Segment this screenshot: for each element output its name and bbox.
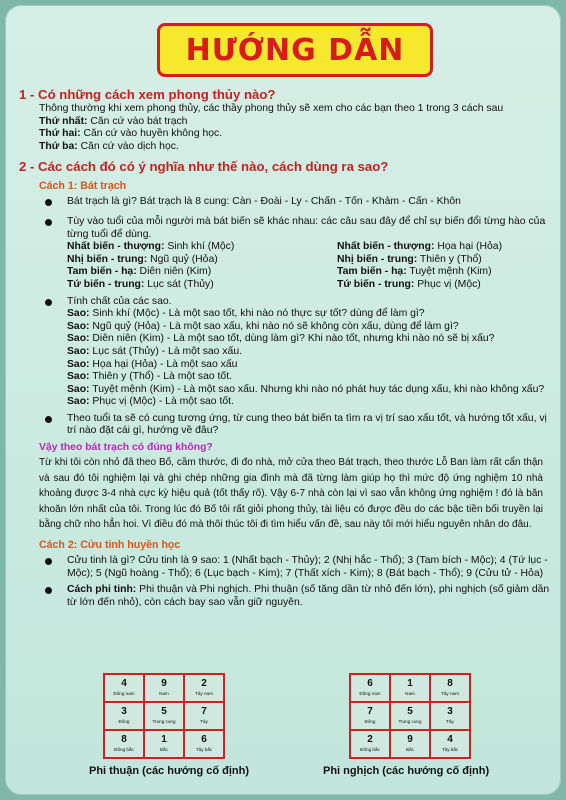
sao-list [67, 308, 553, 409]
section-1-intro: Thông thường khi xem phong thủy, các thầy phong thủy sẽ xem cho các bạn theo 1 trong 3 cách sau [39, 103, 504, 114]
bullet-icon [45, 219, 52, 226]
bullet-bat-trach: Bát trạch là gì? Bát trạch là 8 cung: Càn - Đoài - Ly - Chấn - Tốn - Khảm - Cấn - Khôn [17, 196, 553, 209]
bullet-icon [45, 299, 52, 306]
grid-cell: 6 Tây bắc [184, 730, 224, 758]
guide-page [5, 5, 561, 795]
grid-cell: 7 Đông [350, 702, 390, 730]
method-2-heading: Cách 2: Cửu tinh huyền học [39, 539, 181, 552]
method-item: Thứ nhất: Căn cứ vào bát trạch [39, 115, 188, 127]
sao-item: Sao: Sinh khí (Mộc) - Là một sao tốt, khi nào nó thực sự tốt? dùng để làm gì? [67, 308, 425, 320]
sao-item: Sao: Thiên y (Thổ) - Là một sao tốt. [67, 371, 232, 383]
grid-cell: 3 Tây [430, 702, 470, 730]
sao-item: Sao: Họa hại (Hỏa) - Là một sao xấu [67, 358, 238, 370]
phi-thuan-grid [103, 673, 225, 759]
bullet-bat-bien: Tùy vào tuổi của mỗi người mà bát biến sẽ khác nhau: các câu sau đây để chỉ sự biến đổi từng hào của từng tuổi để dùng. Nhất biến - thượng: Sinh khí (Mộc) Nhất biến - thượng: Họa hại (Hỏa) Nhị biến - trung: Ngũ quỷ (Hỏa) Nhị biến - trung: Thiên y (Thổ) Tam biến - hạ: Diên niên (Kim) Tam biến - hạ: Tuyệt mệnh (Kim) Tứ biến - trung: Lục sát (Thủy) Tứ biến - trung: Phục vị (Mộc) [17, 216, 553, 292]
bullet-tinh-chat: Tính chất của các sao. Sao: Sinh khí (Mộc) - Là một sao tốt, khi nào nó thực sự tốt? dùng để làm gì? Sao: Ngũ quỷ (Hỏa) - Là một sao xấu, khi nào nó sẽ không còn xấu, dùng để làm gì? Sao: Diên niên (Kim) - Là một sao tốt, dùng làm gì? Khi nào tốt, nhưng khi nào nó sẽ bị xấu? Sao: Lục sát (Thủy) - Là một sao xấu. Sao: Họa hại (Hỏa) - Là một sao xấu Sao: Thiên y (Thổ) - Là một sao tốt. Sao: Tuyệt mệnh (Kim) - Là một sao xấu. Nhưng khi nào nó phát huy tác dụng xấu, khi nào không xấu? Sao: Phục vị (Mộc) - Là một sao tốt. [17, 296, 553, 409]
grid-cell: 6 Đông nam [350, 674, 390, 702]
grid-cell: 2 Tây nam [184, 674, 224, 702]
grid-cell: 4 Tây bắc [430, 730, 470, 758]
grid-cell: 9 Bắc [390, 730, 430, 758]
bullet-icon [45, 416, 52, 423]
section-1-heading: 1 - Có những cách xem phong thủy nào? [19, 87, 276, 102]
page-title: HƯỚNG DẪN [185, 32, 405, 68]
title-banner [157, 23, 433, 77]
sao-item: Sao: Tuyệt mệnh (Kim) - Là một sao xấu. Nhưng khi nào nó phát huy tác dụng xấu, khi nào không xấu? [67, 383, 545, 395]
grid-cell: 1 Bắc [144, 730, 184, 758]
grid-cell: 5 Trung cung [390, 702, 430, 730]
sao-item: Sao: Diên niên (Kim) - Là một sao tốt, dùng làm gì? Khi nào tốt, nhưng khi nào nó sẽ bị xấu? [67, 333, 495, 345]
bien-table: Nhất biến - thượng: Sinh khí (Mộc) Nhất biến - thượng: Họa hại (Hỏa) Nhị biến - trung: Ngũ quỷ (Hỏa) Nhị biến - trung: Thiên y (Thổ) Tam biến - hạ: Diên niên (Kim) Tam biến - hạ: Tuyệt mệnh (Kim) Tứ biến - trung: Lục sát (Thủy) Tứ biến - trung: Phục vị (Mộc) [67, 241, 503, 290]
content [17, 85, 553, 609]
bullet-theo-tuoi: Theo tuổi ta sẽ có cung tương ứng, từ cung theo bát biến ta tìm ra vị trí sao xấu tốt, và hướng tốt xấu, vị trí nào đặt cái gì, hướng về đâu? [17, 413, 553, 438]
method-item: Thứ hai: Căn cứ vào huyền không học. [39, 128, 223, 140]
phi-nghich-caption: Phi nghịch (các hướng cố định) [323, 765, 490, 777]
grid-cell: 8 Tây nam [430, 674, 470, 702]
grid-cell: 9 Nam [144, 674, 184, 702]
phi-nghich-grid [349, 673, 471, 759]
sao-item: Sao: Ngũ quỷ (Hỏa) - Là một sao xấu, khi nào nó sẽ không còn xấu, dùng để làm gì? [67, 320, 459, 332]
grid-cell: 8 Đông bắc [104, 730, 144, 758]
method-item: Thứ ba: Căn cứ vào dịch học. [39, 140, 179, 152]
bullet-icon [45, 558, 52, 565]
bullet-icon [45, 199, 52, 206]
grid-cell: 1 Nam [390, 674, 430, 702]
section-2-heading: 2 - Các cách đó có ý nghĩa như thế nào, cách dùng ra sao? [19, 159, 389, 175]
grid-cell: 5 Trung cung [144, 702, 184, 730]
grid-cell: 7 Tây [184, 702, 224, 730]
sao-item: Sao: Phục vị (Mộc) - Là một sao tốt. [67, 396, 234, 408]
bullet-icon [45, 587, 52, 594]
grid-cell: 3 Đông [104, 702, 144, 730]
sao-item: Sao: Lục sát (Thủy) - Là một sao xấu. [67, 345, 242, 357]
method-1-heading: Cách 1: Bát trạch [39, 180, 127, 193]
grid-cell: 2 Đông bắc [350, 730, 390, 758]
bullet-cuu-tinh: Cửu tinh là gì? Cửu tinh là 9 sao: 1 (Nhất bạch - Thủy); 2 (Nhị hắc - Thổ); 3 (Tam bích - Mộc); 4 (Tứ lục - Mộc); 5 (Ngũ hoàng - Thổ); 6 (Lục bạch - Kim); 7 (Thất xích - Kim); 8 (Bát bạch - Thổ); 9 (Cửu tử - Hỏa) [17, 555, 553, 580]
question-heading: Vậy theo bát trạch có đúng không? [39, 442, 213, 454]
grid-cell: 4 Đông nam [104, 674, 144, 702]
phi-thuan-caption: Phi thuận (các hướng cố định) [89, 765, 250, 777]
bullet-phi-tinh: Cách phi tinh: Phi thuận và Phi nghịch. Phi thuận (số tăng dần từ nhỏ đến lớn), phi nghịch (số giảm dần từ lớn đến nhỏ), còn cách bay sao vẫn giữ nguyên. [17, 584, 553, 609]
story-paragraph: Từ khi tôi còn nhỏ đã theo Bố, cầm thước, đi đo nhà, mở cửa theo Bát trạch, theo thước Lỗ Ban làm rất cẩn thận và sau đó tôi nghiệm lại và ghi chép những gia đình mà đã từng làm giúp họ thì mức độ ứng nghiệm 10 nhà khoảng được 3-4 nhà cực kỳ hiệu quả (tốt thấy rõ). Vậy 6-7 nhà còn lại vì sao vẫn không ứng nghiệm ! đó là băn khoăn lớn nhất của tôi. Trong lúc đó Bố tôi rất giỏi phong thủy, tài liệu có được đều do các bậc tiền bối truyền lại bằng chữ nho hẳn hoi. Vì điều đó mà thôi thúc tôi đi tìm hiểu vấn đề, sau này tôi mới hiểu nguyên nhân do đâu. [39, 457, 543, 531]
